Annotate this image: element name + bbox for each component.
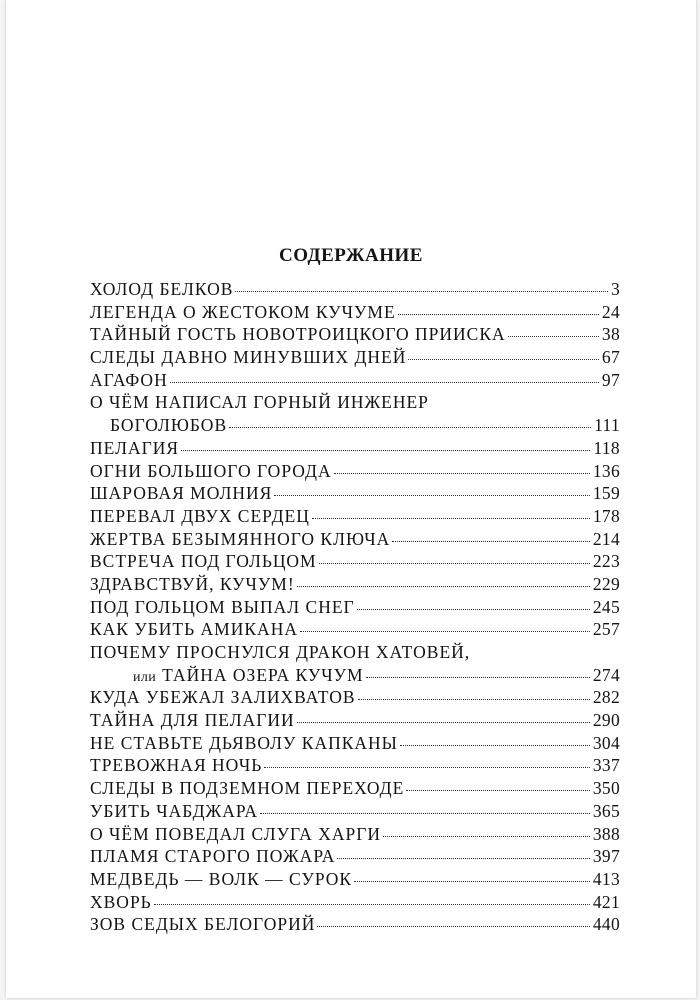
toc-entry (90, 709, 620, 732)
toc-entry (90, 278, 620, 301)
dot-leader (274, 493, 590, 496)
toc-entry-title-line: ТАЙНА ОЗЕРА КУЧУМ (162, 664, 364, 685)
dot-leader (300, 629, 590, 632)
dot-leader (264, 765, 590, 768)
dot-leader (297, 584, 590, 587)
toc-page-number: 440 (592, 914, 620, 935)
dot-leader (354, 879, 590, 882)
toc-entry (90, 596, 620, 619)
toc-entry (90, 868, 620, 891)
dot-leader (319, 561, 590, 564)
toc-entry-title-line: БОГОЛЮБОВ (110, 415, 228, 436)
toc-entry-title: ТАЙНА ДЛЯ ПЕЛАГИИ (90, 710, 295, 731)
toc-page-number: 257 (592, 619, 620, 640)
toc-page-number: 413 (592, 868, 620, 889)
toc-entry (90, 913, 620, 936)
toc-page-number: 304 (592, 732, 620, 753)
toc-page-number: 229 (592, 573, 620, 594)
toc-entry (90, 301, 620, 324)
toc-entry-title (90, 414, 227, 437)
toc-entry-title: ЛЕГЕНДА О ЖЕСТОКОМ КУЧУМЕ (90, 301, 396, 322)
dot-leader (508, 334, 599, 337)
toc-page-number: 350 (592, 778, 620, 799)
toc-entry (90, 369, 620, 392)
toc-entry (90, 346, 620, 369)
dot-leader (317, 924, 589, 927)
toc-page-number: 97 (601, 369, 620, 390)
toc-entry-title-line: ПОЧЕМУ ПРОСНУЛСЯ ДРАКОН ХАТОВЕЙ, (90, 642, 471, 662)
toc-entry-title: ХОЛОД БЕЛКОВ (90, 279, 234, 299)
toc-entry (90, 618, 620, 641)
toc-entry-title: НЕ СТАВЬТЕ ДЬЯВОЛУ КАПКАНЫ (90, 732, 398, 753)
dot-leader (297, 720, 590, 723)
toc-entry (90, 777, 620, 800)
toc-entry-title: УБИТЬ ЧАБДЖАРА (90, 800, 258, 821)
toc-entry-title: О ЧЁМ ПОВЕДАЛ СЛУГА ХАРГИ (90, 823, 381, 844)
table-of-contents (90, 278, 620, 936)
toc-page-number: 282 (592, 687, 620, 708)
toc-entry (90, 414, 620, 437)
toc-entry (90, 686, 620, 709)
dot-leader (229, 425, 591, 428)
toc-entry-title: КАК УБИТЬ АМИКАНА (90, 619, 298, 640)
toc-entry-title: ЗДРАВСТВУЙ, КУЧУМ! (90, 573, 295, 594)
toc-page-number: 388 (592, 823, 620, 844)
toc-page-number: 421 (592, 891, 620, 912)
toc-page-number: 223 (592, 551, 620, 572)
toc-entry-title: ТАЙНЫЙ ГОСТЬ НОВОТРОИЦКОГО ПРИИСКА (90, 324, 506, 345)
toc-entry-title: ПОД ГОЛЬЦОМ ВЫПАЛ СНЕГ (90, 596, 355, 617)
toc-entry-title: ЖЕРТВА БЕЗЫМЯННОГО КЛЮЧА (90, 528, 391, 549)
toc-page-number: 290 (592, 710, 620, 731)
toc-entry-title: ЗОВ СЕДЫХ БЕЛОГОРИЙ (90, 914, 316, 935)
toc-page-number: 365 (592, 800, 620, 821)
toc-page-number: 178 (592, 505, 620, 526)
dot-leader (398, 312, 599, 315)
toc-page-number: 3 (610, 279, 620, 299)
page-title: СОДЕРЖАНИЕ (279, 245, 423, 266)
toc-entry-title: ВСТРЕЧА ПОД ГОЛЬЦОМ (90, 551, 317, 572)
toc-entry (90, 528, 620, 551)
toc-entry (90, 732, 620, 755)
toc-entry (90, 460, 620, 483)
toc-page-number: 111 (594, 415, 620, 436)
toc-entry (90, 323, 620, 346)
dot-leader (334, 471, 590, 474)
toc-entry (90, 505, 620, 528)
toc-entry (90, 482, 620, 505)
toc-entry-title: ПЛАМЯ СТАРОГО ПОЖАРА (90, 846, 336, 867)
toc-page-number: 245 (592, 596, 620, 617)
dot-leader (366, 675, 590, 678)
toc-entry-title: СЛЕДЫ В ПОДЗЕМНОМ ПЕРЕХОДЕ (90, 778, 405, 799)
dot-leader (337, 856, 589, 859)
dot-leader (400, 743, 590, 746)
dot-leader (358, 697, 590, 700)
toc-page-number: 24 (601, 301, 620, 322)
dot-leader (408, 357, 599, 360)
toc-entry-title-line: О ЧЁМ НАПИСАЛ ГОРНЫЙ ИНЖЕНЕР (90, 392, 429, 413)
dot-leader (392, 539, 590, 542)
toc-entry-title: МЕДВЕДЬ — ВОЛК — СУРОК (90, 868, 353, 889)
toc-entry (90, 800, 620, 823)
toc-entry-prefix: или (133, 669, 157, 685)
toc-entry-title: ПЕЛАГИЯ (90, 437, 180, 458)
dot-leader (181, 448, 590, 451)
toc-page-number: 274 (592, 664, 620, 685)
toc-entry (90, 754, 620, 777)
toc-page-number: 118 (593, 437, 620, 458)
toc-entry-title: СЛЕДЫ ДАВНО МИНУВШИХ ДНЕЙ (90, 347, 407, 368)
toc-entry-title: ОГНИ БОЛЬШОГО ГОРОДА (90, 460, 332, 481)
toc-entry-title: ШАРОВАЯ МОЛНИЯ (90, 483, 273, 504)
toc-page-number: 337 (592, 755, 620, 776)
dot-leader (260, 811, 590, 814)
toc-entry-title: КУДА УБЕЖАЛ ЗАЛИХВАТОВ (90, 687, 356, 708)
toc-page-number: 136 (592, 460, 620, 481)
toc-entry (90, 573, 620, 596)
dot-leader (406, 788, 590, 791)
toc-entry-title: АГАФОН (90, 369, 168, 390)
toc-page-number: 397 (592, 846, 620, 867)
dot-leader (170, 380, 599, 383)
toc-entry (90, 437, 620, 460)
toc-entry-title: ХВОРЬ (90, 891, 152, 912)
dot-leader (235, 289, 608, 292)
toc-page-number: 67 (601, 347, 620, 368)
dot-leader (312, 516, 590, 519)
toc-entry (90, 550, 620, 573)
toc-entry (90, 891, 620, 914)
toc-entry-title: ТРЕВОЖНАЯ НОЧЬ (90, 755, 263, 776)
toc-page-number: 159 (592, 483, 620, 504)
toc-entry (90, 823, 620, 846)
toc-entry-title: ПЕРЕВАЛ ДВУХ СЕРДЕЦ (90, 505, 310, 526)
toc-entry (90, 845, 620, 868)
toc-page-number: 38 (601, 324, 620, 345)
toc-page-number: 214 (592, 528, 620, 549)
dot-leader (383, 834, 590, 837)
dot-leader (154, 902, 590, 905)
toc-entry (90, 664, 620, 687)
dot-leader (357, 607, 590, 610)
book-page (6, 0, 696, 998)
